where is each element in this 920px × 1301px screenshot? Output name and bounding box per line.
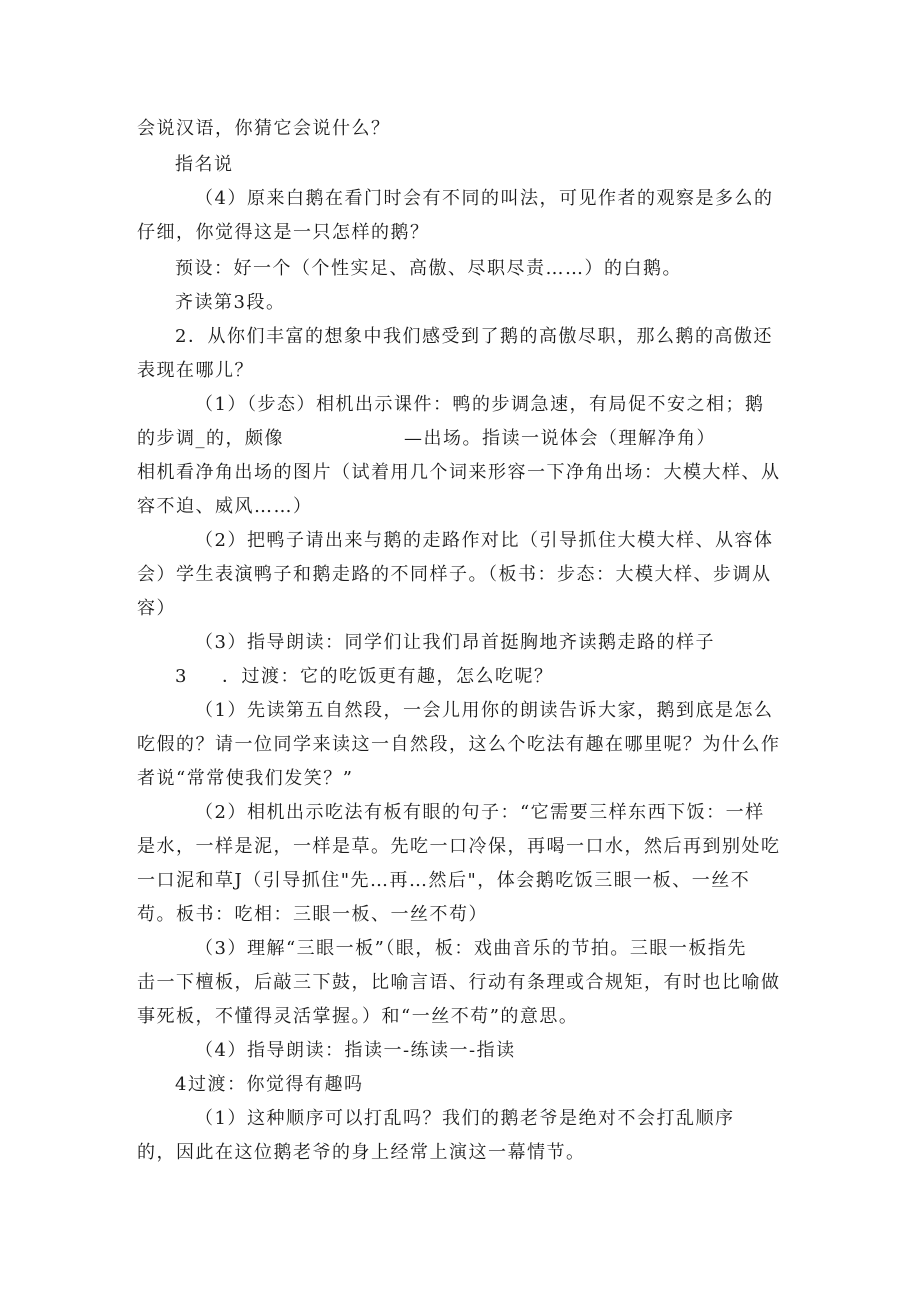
text-line-28: （4）指导朗读：指读一-练读一-指读 <box>195 1040 516 1061</box>
text-line-15: 容） <box>137 598 176 619</box>
text-line-26: 击一下檀板，后敲三下鼓，比喻言语、行动有条理或合规矩，有时也比喻做 <box>137 972 781 993</box>
text-line-24: 苟。板书：吃相：三眼一板、一丝不苟） <box>137 904 488 925</box>
text-line-2: 指名说 <box>175 154 234 175</box>
text-line-4: 仔细，你觉得这是一只怎样的鹅？ <box>137 222 430 243</box>
text-line-10 <box>137 427 716 451</box>
text-line-29: 4过渡：你觉得有趣吗 <box>175 1074 364 1095</box>
text-line-18: （1）先读第五自然段，一会儿用你的朗读告诉大家，鹅到底是怎么 <box>195 700 774 721</box>
text-line-12: 容不迫、威风……） <box>137 496 313 517</box>
text-line-17 <box>175 665 553 689</box>
text-line-13: （2）把鸭子请出来与鹅的走路作对比（引导抓住大模大样、从容体 <box>195 530 774 551</box>
text-line-8: 表现在哪儿？ <box>137 360 254 381</box>
text-line-31: 的，因此在这位鹅老爷的身上经常上演这一幕情节。 <box>137 1142 586 1163</box>
text-line-22: 是水，一样是泥，一样是草。先吃一口冷保，再喝一口水，然后再到别处吃 <box>137 836 781 857</box>
text-line-16: （3）指导朗读：同学们让我们昂首挺胸地齐读鹅走路的样子 <box>195 632 715 653</box>
text-line-27: 事死板，不懂得灵活掌握。）和“一丝不苟”的意思。 <box>137 1006 579 1027</box>
text-line-7: 2．从你们丰富的想象中我们感受到了鹅的高傲尽职，那么鹅的高傲还 <box>175 326 773 347</box>
text-line-6: 齐读第3段。 <box>175 292 286 313</box>
text-line-30: （1）这种顺序可以打乱吗？我们的鹅老爷是绝对不会打乱顺序 <box>195 1108 735 1129</box>
text-line-9: （1）（步态）相机出示课件：鸭的步调急速，有局促不安之相；鹅 <box>195 394 765 415</box>
text-line-10-part-1: 的步调_的，颇像 <box>137 428 284 449</box>
text-line-20: 者说“常常使我们发笑？” <box>137 768 354 789</box>
text-line-19: 吃假的？请一位同学来读这一自然段，这么个吃法有趣在哪里呢？为什么作 <box>137 734 781 755</box>
text-line-1: 会说汉语，你猜它会说什么？ <box>137 118 391 139</box>
text-line-5: 预设：好一个（个性实足、高傲、尽职尽责……）的白鹅。 <box>175 258 682 279</box>
text-line-17-part-1: 3 <box>175 666 188 687</box>
text-line-25: （3）理解“三眼一板”（眼，板：戏曲音乐的节拍。三眼一板指先 <box>195 938 747 959</box>
text-line-17-part-2: ．过渡：它的吃饭更有趣，怎么吃呢？ <box>221 666 554 687</box>
text-line-3: （4）原来白鹅在看门时会有不同的叫法，可见作者的观察是多么的 <box>195 188 774 209</box>
text-line-23: 一口泥和草J（引导抓住"先…再…然后"，体会鹅吃饭三眼一板、一丝不 <box>137 870 751 891</box>
text-line-14: 会）学生表演鸭子和鹅走路的不同样子。（板书：步态：大模大样、步调从 <box>137 564 772 585</box>
text-line-10-part-2: —出场。指读一说体会（理解净角） <box>404 428 716 449</box>
text-line-11: 相机看净角出场的图片（试着用几个词来形容一下净角出场：大模大样、从 <box>137 462 781 483</box>
text-line-21: （2）相机出示吃法有板有眼的句子：“它需要三样东西下饭：一样 <box>195 802 765 823</box>
